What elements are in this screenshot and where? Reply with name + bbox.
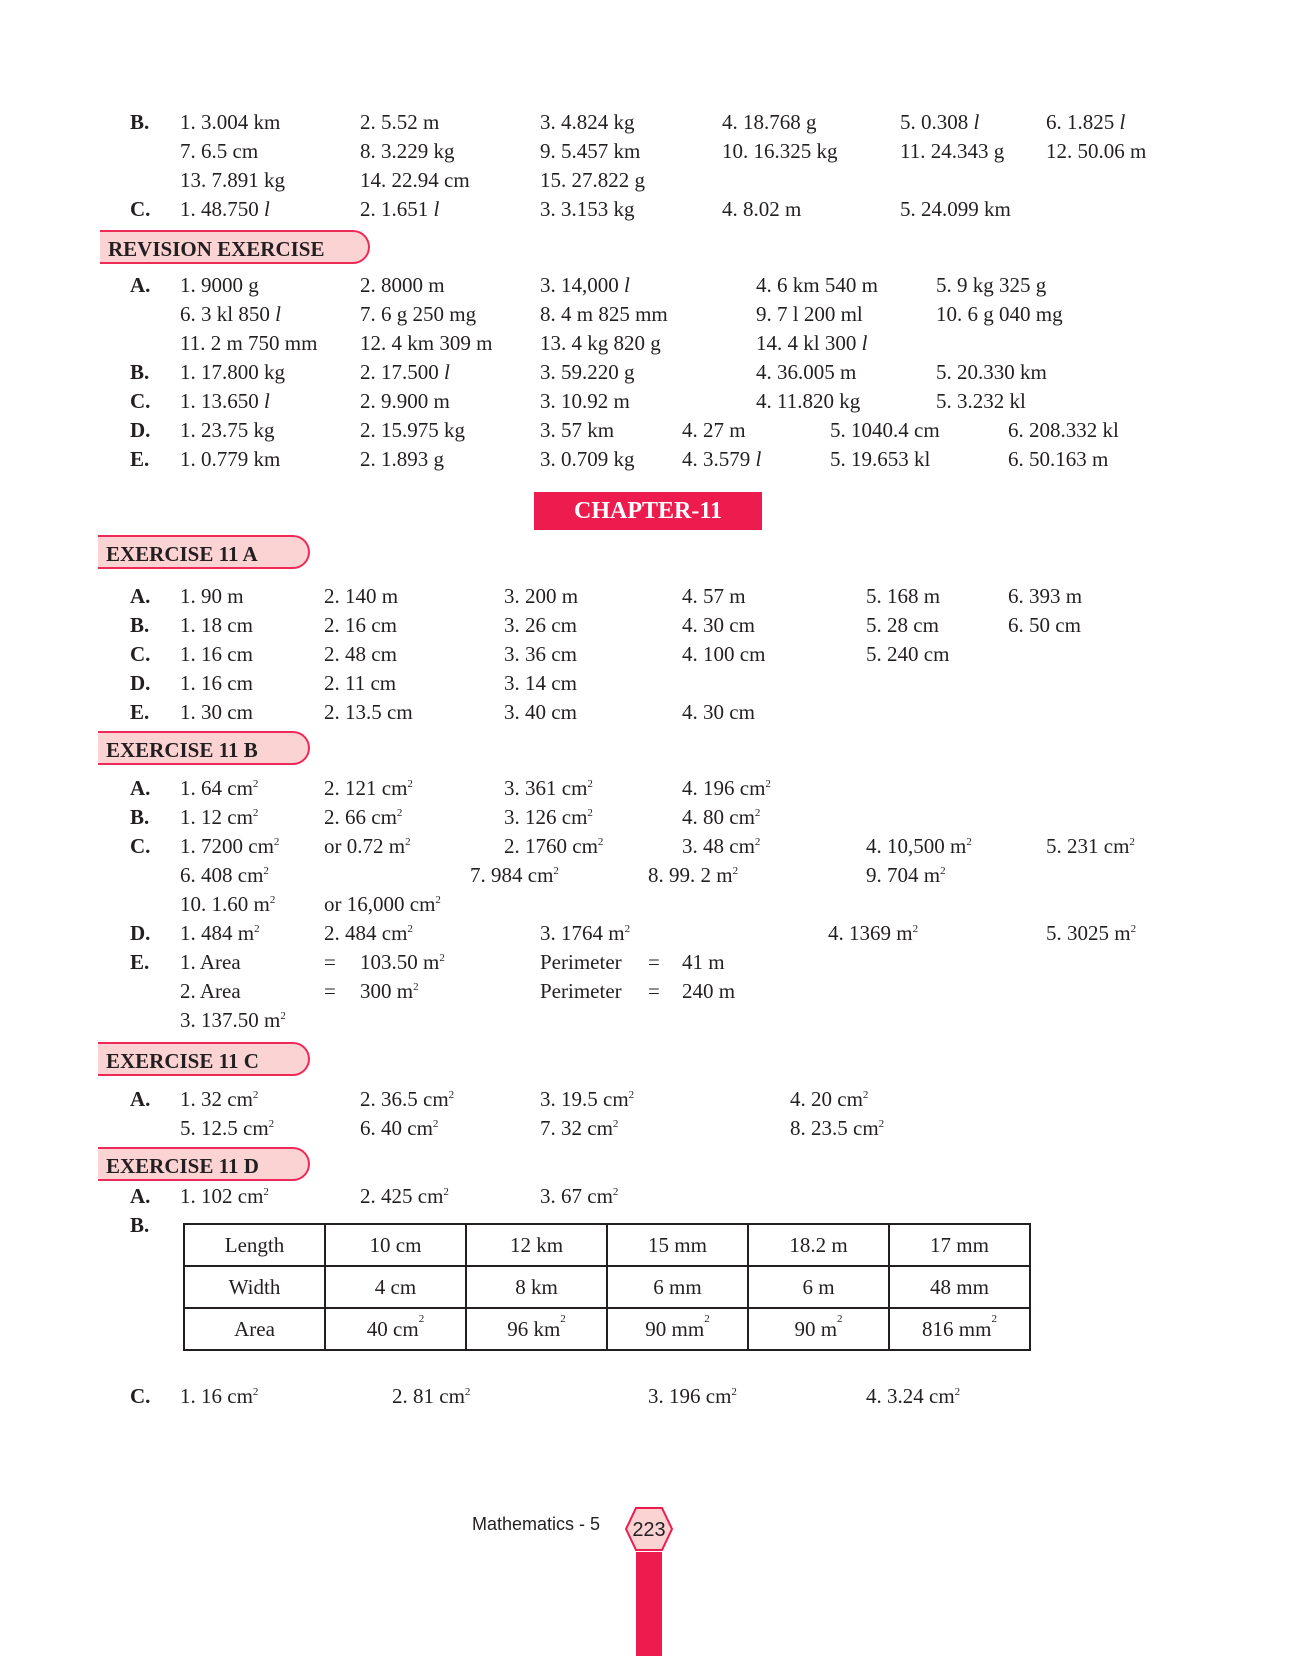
answer: 2. 484 $cm^2$ [324, 921, 413, 945]
section-label: D. [130, 921, 151, 945]
section-label: B. [130, 360, 150, 384]
table-row [184, 1266, 1030, 1308]
answer: = [324, 979, 336, 1003]
answer: 1. 48.750 l [180, 197, 270, 221]
section-label: A. [130, 584, 151, 608]
answer: 15. 27.822 g [540, 168, 645, 192]
answer: 8. 3.229 kg [360, 139, 455, 163]
answer: 5. 12.5 $cm^2$ [180, 1116, 275, 1140]
answer: 3. 36 cm [504, 642, 577, 666]
answer: 6. 40 $cm^2$ [360, 1116, 439, 1140]
answer: 8. 23.5 $cm^2$ [790, 1116, 885, 1140]
answer: 5. 3025 $m^2$ [1046, 921, 1137, 945]
answer: 3. 1764 $m^2$ [540, 921, 631, 945]
table-cell: 18.2 m [748, 1224, 889, 1266]
answer: 6. 208.332 kl [1008, 418, 1119, 442]
answer: 3. 40 cm [504, 700, 577, 724]
answer: 2. 9.900 m [360, 389, 450, 413]
answer: 4. 80 $cm^2$ [682, 805, 761, 829]
answer: 1. 7200 $cm^2$ [180, 834, 280, 858]
section-label: B. [130, 805, 150, 829]
answer: 1. 16 $cm^2$ [180, 1384, 259, 1408]
section-label: C. [130, 834, 151, 858]
answer: 9. 704 $m^2$ [866, 863, 946, 887]
answer: 3. 26 cm [504, 613, 577, 637]
answer: 13. 4 kg 820 g [540, 331, 661, 355]
table-cell: 96 $km^2$ [466, 1308, 607, 1350]
section-label: A. [130, 1184, 151, 1208]
answer: or 0.72 $m^2$ [324, 834, 411, 858]
page-number: 223 [632, 1519, 666, 1541]
answer: 8. 99. 2 $m^2$ [648, 863, 739, 887]
answer: 14. 22.94 cm [360, 168, 470, 192]
answer: 2. Area [180, 979, 241, 1003]
table-cell: 17 mm [889, 1224, 1030, 1266]
answer: 4. 196 $cm^2$ [682, 776, 771, 800]
section-label: A. [130, 273, 151, 297]
answer: 13. 7.891 kg [180, 168, 285, 192]
answer: 2. 16 cm [324, 613, 397, 637]
answer: 5. 240 cm [866, 642, 950, 666]
answer: 4. 30 cm [682, 613, 755, 637]
answer: 3. 14,000 l [540, 273, 630, 297]
answer: Perimeter [540, 979, 622, 1003]
table-cell: 6 mm [607, 1266, 748, 1308]
table-cell: 12 km [466, 1224, 607, 1266]
answer: 3. 57 km [540, 418, 615, 442]
answer: 4. 1369 $m^2$ [828, 921, 919, 945]
answer: 6. 393 m [1008, 584, 1083, 608]
answer: 2. 17.500 l [360, 360, 450, 384]
answer: 9. 7 l 200 ml [756, 302, 863, 326]
answer: 1. 484 $m^2$ [180, 921, 260, 945]
answer: 6. 50 cm [1008, 613, 1081, 637]
answer: 1. 9000 g [180, 273, 259, 297]
answer: 2. 48 cm [324, 642, 397, 666]
answer: 7. 6 g 250 mg [360, 302, 477, 326]
table-cell: 10 cm [325, 1224, 466, 1266]
answer: 12. 50.06 m [1046, 139, 1147, 163]
answer: 2. 15.975 kg [360, 418, 465, 442]
answer: 5. 20.330 km [936, 360, 1047, 384]
answer: 1. 32 $cm^2$ [180, 1087, 259, 1111]
table-cell: 40 $cm^2$ [325, 1308, 466, 1350]
answer: 3. 4.824 kg [540, 110, 635, 134]
answer: 3. 59.220 g [540, 360, 635, 384]
table-cell: 816 $mm^2$ [889, 1308, 1030, 1350]
answer: 1. 17.800 kg [180, 360, 285, 384]
revision-exercise-heading: REVISION EXERCISE [100, 230, 370, 264]
answer: 1. 23.75 kg [180, 418, 275, 442]
section-label: C. [130, 197, 151, 221]
answer: 2. 1760 $cm^2$ [504, 834, 604, 858]
answer: 5. 19.653 kl [830, 447, 931, 471]
answer: 2. 121 $cm^2$ [324, 776, 413, 800]
section-label: B. [130, 110, 150, 134]
page-number-badge [624, 1506, 674, 1552]
section-label: B. [130, 613, 150, 637]
answer: 1. 64 $cm^2$ [180, 776, 259, 800]
section-label: A. [130, 776, 151, 800]
answer: 1. 18 cm [180, 613, 253, 637]
answer: 12. 4 km 309 m [360, 331, 493, 355]
answer: 6. 1.825 l [1046, 110, 1126, 134]
answer: 14. 4 kl 300 l [756, 331, 868, 355]
answer: 2. 5.52 m [360, 110, 440, 134]
table-cell: Length [184, 1224, 325, 1266]
answer: 5. 1040.4 cm [830, 418, 940, 442]
table-row [184, 1224, 1030, 1266]
answer: 5. 0.308 l [900, 110, 980, 134]
answer: = [324, 950, 336, 974]
section-label: C. [130, 1384, 151, 1408]
answer: 3. 126 $cm^2$ [504, 805, 593, 829]
answer: 4. 36.005 m [756, 360, 857, 384]
section-label: E. [130, 700, 150, 724]
answer: 4. 6 km 540 m [756, 273, 878, 297]
section-label: D. [130, 418, 151, 442]
answer: 2. 36.5 $cm^2$ [360, 1087, 455, 1111]
answer: 3. 67 $cm^2$ [540, 1184, 619, 1208]
answer: 4. 20 $cm^2$ [790, 1087, 869, 1111]
answer: 1. 16 cm [180, 642, 253, 666]
answer: 3. 10.92 m [540, 389, 630, 413]
exercise-11a-heading: EXERCISE 11 A [98, 535, 310, 569]
table-cell: 15 mm [607, 1224, 748, 1266]
table-cell: Area [184, 1308, 325, 1350]
answer: 1. 3.004 km [180, 110, 281, 134]
answer: 4. 3.579 l [682, 447, 762, 471]
answer: 4. 100 cm [682, 642, 766, 666]
footer-subject: Mathematics - 5 [472, 1514, 601, 1534]
answer: 1. 30 cm [180, 700, 253, 724]
answer: 10. 16.325 kg [722, 139, 838, 163]
answer: 1. 12 $cm^2$ [180, 805, 259, 829]
answer: 6. 50.163 m [1008, 447, 1109, 471]
answer: 2. 8000 m [360, 273, 445, 297]
answer: 41 m [682, 950, 725, 974]
answer: 4. 11.820 kg [756, 389, 861, 413]
answer: 3. 0.709 kg [540, 447, 635, 471]
exercise-11b-heading: EXERCISE 11 B [98, 731, 310, 765]
answer: 2. 425 $cm^2$ [360, 1184, 449, 1208]
answer: 5. 231 $cm^2$ [1046, 834, 1135, 858]
answer: 2. 140 m [324, 584, 399, 608]
section-label: C. [130, 642, 151, 666]
answer: 11. 24.343 g [900, 139, 1005, 163]
answer: 7. 6.5 cm [180, 139, 259, 163]
answer: 3. 137.50 $m^2$ [180, 1008, 286, 1032]
answer: 4. 8.02 m [722, 197, 802, 221]
answer: Perimeter [540, 950, 622, 974]
answer: 5. 28 cm [866, 613, 939, 637]
answer: 2. 1.651 l [360, 197, 440, 221]
table-cell: Width [184, 1266, 325, 1308]
answer: 5. 9 kg 325 g [936, 273, 1047, 297]
section-label: D. [130, 671, 151, 695]
exercise-11d-heading: EXERCISE 11 D [98, 1147, 310, 1181]
exercise-11c-heading: EXERCISE 11 C [98, 1042, 310, 1076]
table-cell: 4 cm [325, 1266, 466, 1308]
chapter-title: CHAPTER-11 [534, 492, 762, 530]
answer: 240 m [682, 979, 736, 1003]
table-cell: 8 km [466, 1266, 607, 1308]
answer: 103.50 $m^2$ [360, 950, 445, 974]
answer: = [648, 950, 660, 974]
answer: 3. 200 m [504, 584, 579, 608]
answer: 2. 11 cm [324, 671, 397, 695]
answer: 5. 168 m [866, 584, 941, 608]
section-label: A. [130, 1087, 151, 1111]
answer: 10. 1.60 $m^2$ [180, 892, 276, 916]
answer: 2. 81 $cm^2$ [392, 1384, 471, 1408]
section-label: B. [130, 1213, 150, 1237]
table-cell: 48 mm [889, 1266, 1030, 1308]
answer: 6. 3 kl 850 l [180, 302, 281, 326]
answer: or 16,000 $cm^2$ [324, 892, 441, 916]
answer: 2. 66 $cm^2$ [324, 805, 403, 829]
answer: 4. 10,500 $m^2$ [866, 834, 972, 858]
answer: 3. 19.5 $cm^2$ [540, 1087, 635, 1111]
answer: 300 $m^2$ [360, 979, 419, 1003]
answer: 3. 361 $cm^2$ [504, 776, 593, 800]
answer: 7. 984 $cm^2$ [470, 863, 559, 887]
answer: 3. 196 $cm^2$ [648, 1384, 737, 1408]
answer: 4. 57 m [682, 584, 746, 608]
answer: 4. 30 cm [682, 700, 755, 724]
table-cell: 90 $m^2$ [748, 1308, 889, 1350]
rectangle-table [183, 1223, 1031, 1351]
answer: 6. 408 $cm^2$ [180, 863, 269, 887]
answer: 11. 2 m 750 mm [180, 331, 318, 355]
answer: 1. Area [180, 950, 241, 974]
answer: 10. 6 g 040 mg [936, 302, 1063, 326]
page-tab-bar [636, 1552, 662, 1656]
answer: 4. 18.768 g [722, 110, 817, 134]
section-label: E. [130, 447, 150, 471]
answer: 1. 90 m [180, 584, 244, 608]
answer: 3. 3.153 kg [540, 197, 635, 221]
answer: 1. 13.650 l [180, 389, 270, 413]
answer: 1. 102 $cm^2$ [180, 1184, 269, 1208]
answer: 4. 3.24 $cm^2$ [866, 1384, 961, 1408]
table-row [184, 1308, 1030, 1350]
answer: 5. 24.099 km [900, 197, 1011, 221]
section-label: C. [130, 389, 151, 413]
answer: 8. 4 m 825 mm [540, 302, 668, 326]
answer: = [648, 979, 660, 1003]
answer: 2. 1.893 g [360, 447, 444, 471]
answer: 7. 32 $cm^2$ [540, 1116, 619, 1140]
answer: 3. 48 $cm^2$ [682, 834, 761, 858]
section-label: E. [130, 950, 150, 974]
answer: 2. 13.5 cm [324, 700, 413, 724]
answer: 1. 0.779 km [180, 447, 281, 471]
answer: 9. 5.457 km [540, 139, 641, 163]
answer: 4. 27 m [682, 418, 746, 442]
table-cell: 6 m [748, 1266, 889, 1308]
answer: 1. 16 cm [180, 671, 253, 695]
table-cell: 90 $mm^2$ [607, 1308, 748, 1350]
answer: 3. 14 cm [504, 671, 577, 695]
answer: 5. 3.232 kl [936, 389, 1026, 413]
